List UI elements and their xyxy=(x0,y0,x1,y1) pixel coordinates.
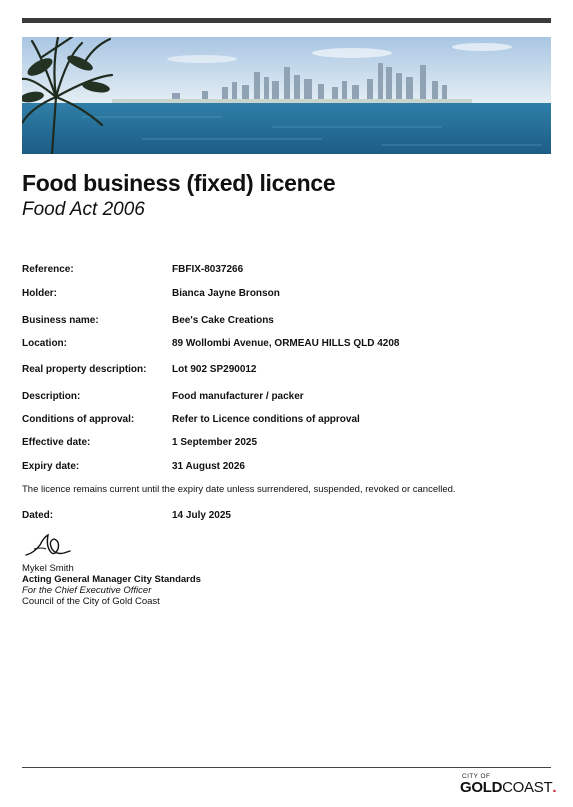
field-value: 31 August 2026 xyxy=(172,461,245,472)
document-subtitle: Food Act 2006 xyxy=(22,199,145,220)
field-label: Expiry date: xyxy=(22,461,80,472)
field-value: FBFIX-8037266 xyxy=(172,264,244,275)
footer-rule xyxy=(22,767,551,768)
field-value: Refer to Licence conditions of approval xyxy=(172,414,360,425)
signatory-on-behalf: For the Chief Executive Officer xyxy=(22,585,152,596)
field-label: Location: xyxy=(22,338,67,349)
field-label: Effective date: xyxy=(22,437,91,448)
logo-small-text: CITY OF xyxy=(462,773,491,780)
signature-image xyxy=(24,531,74,566)
document-title: Food business (fixed) licence xyxy=(22,170,336,196)
field-label: Reference: xyxy=(22,264,74,275)
field-value: Bianca Jayne Bronson xyxy=(172,288,280,299)
field-value: Lot 902 SP290012 xyxy=(172,364,257,375)
field-label: Description: xyxy=(22,391,81,402)
header-rule xyxy=(22,18,551,23)
field-value: 89 Wollombi Avenue, ORMEAU HILLS QLD 4208 xyxy=(172,338,400,349)
field-value: 14 July 2025 xyxy=(172,510,231,521)
validity-note: The licence remains current until the expiry date unless surrendered, suspended, revoked or cancelled. xyxy=(22,484,456,495)
logo-wordmark xyxy=(460,780,556,795)
city-of-gold-coast-logo xyxy=(460,773,556,795)
field-value: Bee's Cake Creations xyxy=(172,315,274,326)
field-value: Food manufacturer / packer xyxy=(172,391,304,402)
signatory-name: Mykel Smith xyxy=(22,563,74,574)
field-value: 1 September 2025 xyxy=(172,437,258,448)
signatory-block xyxy=(22,563,201,607)
signatory-position: Acting General Manager City Standards xyxy=(22,574,201,585)
field-label: Dated: xyxy=(22,510,54,521)
logo-word-gold: GOLD xyxy=(460,779,503,796)
logo-word-coast: COAST xyxy=(502,779,553,796)
field-label: Holder: xyxy=(22,288,57,299)
field-label: Conditions of approval: xyxy=(22,414,135,425)
field-label: Business name: xyxy=(22,315,99,326)
signatory-organisation: Council of the City of Gold Coast xyxy=(22,596,160,607)
logo-dot: . xyxy=(552,779,557,796)
field-label: Real property description: xyxy=(22,364,147,375)
banner-skyline-image xyxy=(22,37,551,154)
